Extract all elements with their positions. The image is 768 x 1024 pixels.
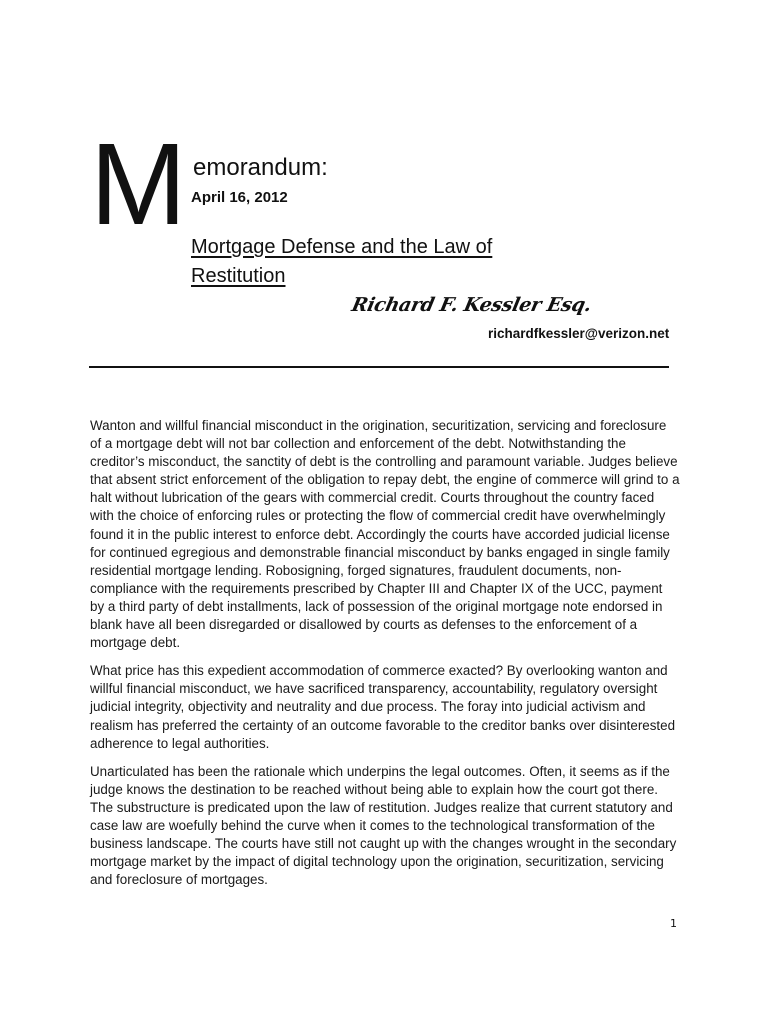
memo-date: April 16, 2012: [191, 189, 288, 206]
memo-body: [90, 417, 680, 899]
memo-initial-letter: M: [90, 119, 187, 249]
header-divider: [89, 366, 669, 368]
memo-subject: Mortgage Defense and the Law of Restitution: [191, 236, 493, 287]
body-paragraph-3: Unarticulated has been the rationale which underpins the legal outcomes. Often, it seems as if the judge knows the destination to be reached without being able to explain how the court got there. The substructure is predicated upon the law of restitution. Judges realize that current statutory and case law are woefully behind the curve when it comes to the technological transformation of the business landscape. The courts have still not caught up with the changes wrought in the secondary mortgage market by the impact of digital technology upon the origination, securitization, servicing and foreclosure of mortgages.: [90, 763, 677, 888]
body-paragraph-2: What price has this expedient accommodation of commerce exacted? By overlooking wanton and willful financial misconduct, we have sacrificed transparency, accountability, regulatory oversight judicial integrity, objectivity and neutrality and due process. The foray into judicial activism and realism has preferred the certainty of an outcome favorable to the creditor banks over disinterested adherence to legal authorities.: [90, 663, 676, 751]
page-number: 1: [670, 917, 677, 930]
memo-title: emorandum:: [193, 154, 328, 181]
author-email: richardfkessler@verizon.net: [488, 326, 670, 341]
body-paragraph-1: Wanton and willful financial misconduct in the origination, securitization, servicing and foreclosure of a mortgage debt will not bar collection and enforcement of the debt. Notwithstanding the creditor’s misconduct, the sanctity of debt is the controlling and paramount variable. Judges believe that absent strict enforcement of the obligation to repay debt, the engine of commerce will grind to a halt without lubrication of the gears with commercial credit. Courts throughout the country faced with the choice of enforcing rules or protecting the flow of commercial credit have overwhelmingly found it in the public interest to enforce debt. Accordingly the courts have accorded judicial license for continued egregious and demonstrable financial misconduct by banks engaged in single family residential mortgage lending. Robosigning, forged signatures, fraudulent documents, non-compliance with the requirements prescribed by Chapter III and Chapter IX of the UCC, payment by a third party of debt installments, lack of possession of the original mortgage note endorsed in blank have all been disregarded or disallowed by courts as defenses to the enforcement of a mortgage debt.: [90, 418, 680, 651]
author-signature: Richard F. Kessler Esq.: [349, 294, 594, 316]
